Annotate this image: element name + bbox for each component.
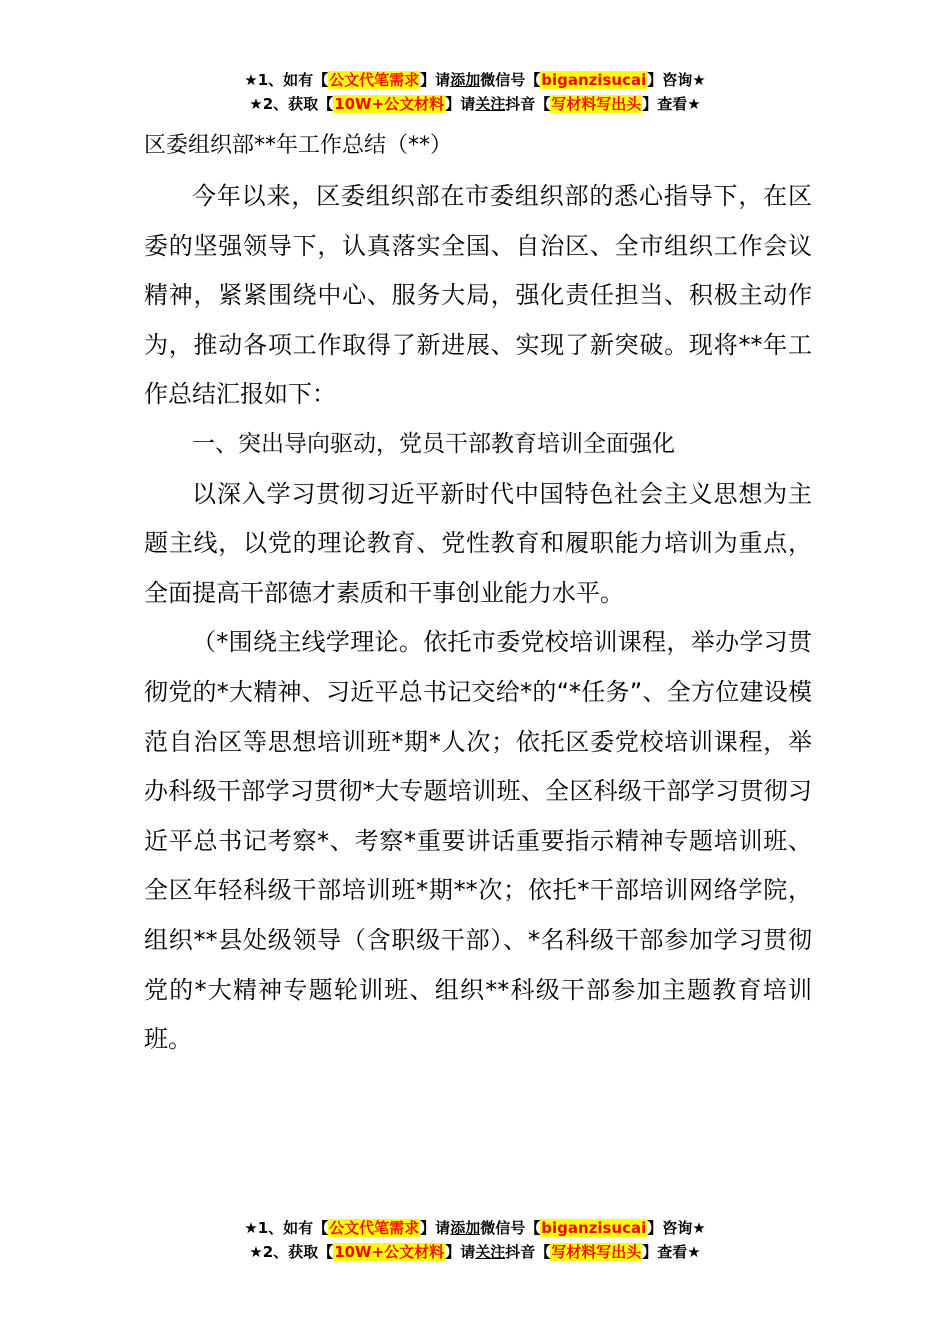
document-body (144, 126, 812, 1065)
banner-text: 】查看★ (642, 1243, 701, 1261)
banner-highlight: biganzisucai (541, 1219, 647, 1237)
banner-text: 】咨询★ (647, 71, 706, 89)
banner-text: 】请 (445, 1243, 476, 1261)
banner-underline: 添加 (450, 1219, 481, 1237)
document-title: 区委组织部**年工作总结（**） (144, 133, 453, 158)
banner-text: 】请 (420, 1219, 451, 1237)
banner-highlight: 写材料写出头 (551, 1243, 642, 1261)
banner-text: 】请 (420, 71, 451, 89)
paragraph-intro: 今年以来，区委组织部在市委组织部的悉心指导下，在区委的坚强领导下，认真落实全国、自治区、全市组织工作会议精神，紧紧围绕中心、服务大局，强化责任担当、积极主动作为，推动各项工作取得了新进展、实现了新突破。现将**年工作总结汇报如下： (144, 182, 812, 409)
banner-text: ★1、如有【 (244, 1219, 329, 1237)
banner-text: 抖音【 (505, 1243, 551, 1261)
banner-text: 】咨询★ (647, 1219, 706, 1237)
banner-highlight: 写材料写出头 (551, 95, 642, 113)
banner-highlight: 10W+公文材料 (334, 1243, 445, 1261)
banner-highlight: 公文代笔需求 (329, 1219, 420, 1237)
banner-line-2 (0, 92, 950, 116)
banner-line-2 (0, 1240, 950, 1264)
banner-text: 】查看★ (642, 95, 701, 113)
banner-underline: 关注 (475, 1243, 506, 1261)
banner-highlight: 10W+公文材料 (334, 95, 445, 113)
banner-line-1 (0, 1216, 950, 1240)
banner-underline: 关注 (475, 95, 506, 113)
banner-line-1 (0, 68, 950, 92)
banner-text: ★1、如有【 (244, 71, 329, 89)
section-heading-1: 一、突出导向驱动，党员干部教育培训全面强化 (192, 430, 675, 457)
banner-text: 微信号【 (480, 1219, 541, 1237)
banner-text: 】请 (445, 95, 476, 113)
banner-highlight: biganzisucai (541, 71, 647, 89)
banner-text: ★2、获取【 (249, 1243, 334, 1261)
banner-text: 微信号【 (480, 71, 541, 89)
banner-highlight: 公文代笔需求 (329, 71, 420, 89)
paragraph-item-1: （*围绕主线学理论。依托市委党校培训课程，举办学习贯彻党的*大精神、习近平总书记交给*的“*任务”、全方位建设模范自治区等思想培训班*期*人次；依托区委党校培训课程，举办科级干部学习贯彻*大专题培训班、全区科级干部学习贯彻习近平总书记考察*、考察*重要讲话重要指示精神专题培训班、全区年轻科级干部培训班*期**次；依托*干部培训网络学院，组织**县处级领导（含职级干部）、*名科级干部参加学习贯彻党的*大精神专题轮训班、组织**科级干部参加主题教育培训班。 (144, 628, 812, 1054)
paragraph-section-1: 以深入学习贯彻习近平新时代中国特色社会主义思想为主题主线，以党的理论教育、党性教育和履职能力培训为重点，全面提高干部德才素质和干事创业能力水平。 (144, 479, 812, 607)
footer-banner (0, 1216, 950, 1264)
banner-text: 抖音【 (505, 95, 551, 113)
banner-text: ★2、获取【 (249, 95, 334, 113)
header-banner (0, 68, 950, 116)
banner-underline: 添加 (450, 71, 481, 89)
